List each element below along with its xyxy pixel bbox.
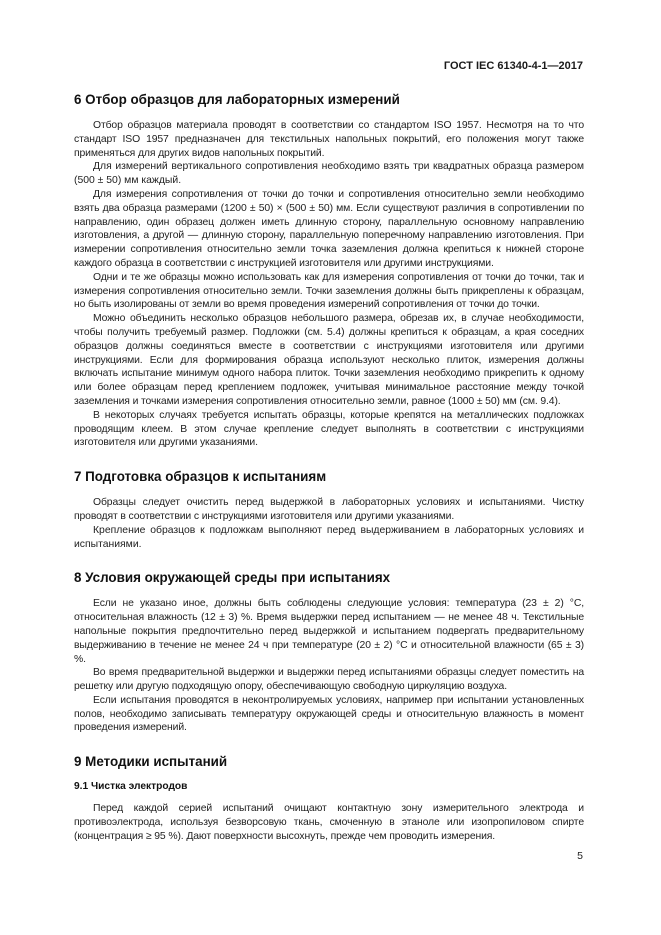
- subsection-9-1-paragraph-1: Перед каждой серией испытаний очищают контактную зону измерительного электрода и противоэлектрода, используя безворсовую ткань, смоченную в этаноле или изопропиловом спирте (концентрация ≥ 95 %). Дают поверхности высохнуть, прежде чем проводить измерения.: [74, 803, 584, 842]
- section-8-paragraph-3: Если испытания проводятся в неконтролируемых условиях, например при испытании установленных полов, необходимо записывать температуру окружающей среды и относительную влажность в момент проведения измерений.: [74, 694, 584, 734]
- running-header-doc-code: ГОСТ IEC 61340-4-1—2017: [443, 60, 583, 72]
- section-6-paragraph-4: Одни и те же образцы можно использовать как для измерения сопротивления от точки до точки, так и измерения сопротивления относительно земли. Точки заземления должны быть прикреплены к образцам, но быть изолированы от земли во время проведения измерений сопротивления от точки до точки.: [74, 271, 584, 311]
- section-6-paragraph-6: В некоторых случаях требуется испытать образцы, которые крепятся на металлических подложках проводящим клеем. В этом случае крепление следует выполнять в соответствии с инструкциями изготовителя или другими указаниями.: [74, 409, 584, 449]
- section-7-paragraph-1: Образцы следует очистить перед выдержкой в лабораторных условиях и испытаниями. Чистку проводят в соответствии с инструкциями изготовителя или другими указаниями.: [74, 497, 584, 522]
- section-8: [74, 570, 584, 735]
- section-9: [74, 754, 584, 843]
- page-number: 5: [577, 850, 583, 862]
- section-8-paragraph-2: Во время предварительной выдержки и выдержки перед испытаниями образцы следует поместить на решетку или другую подходящую опору, обеспечивающую свободную циркуляцию воздуха.: [74, 667, 584, 693]
- section-6-paragraph-5: Можно объединить несколько образцов небольшого размера, обрезав их, в случае необходимости, чтобы получить требуемый размер. Подложки (см. 5.4) должны крепиться к образцам, а края соседних образцов должны соединяться вместе в соответствии с инструкциями изготовителя или другими инструкциями. Если для формирования образца используют несколько плиток, измерения должны включать испытание минимум одного набора плиток. Точки заземления необходимо прикрепить к одному или более образцам перед креплением подложек, учитывая минимальное расстояние между точкой заземления и точками измерения сопротивления относительно земли, равное (1000 ± 50) мм (см. 9.4).: [74, 313, 584, 407]
- subsection-9-1-title: 9.1 Чистка электродов: [74, 781, 188, 793]
- section-7-title: 7 Подготовка образцов к испытаниям: [74, 469, 327, 485]
- section-6-paragraph-3: Для измерения сопротивления от точки до точки и сопротивления относительно земли необходимо взять два образца размерами (1200 ± 50) × (500 ± 50) мм. Если существуют различия в сопротивлении по направлению, один образец должен иметь длинную сторону, параллельную основному направлению изготовления, а другой — длинную сторону, параллельную поперечному направлению изготовления. При измерении сопротивления относительно земли точка заземления должна крепиться к нижней стороне каждого образца в соответствии с инструкцией изготовителя или другими инструкциями.: [74, 188, 584, 269]
- section-7-paragraph-2: Крепление образцов к подложкам выполняют перед выдерживанием в лабораторных условиях и испытаниями.: [74, 524, 584, 550]
- section-6: [74, 92, 584, 450]
- section-7: [74, 469, 584, 551]
- section-8-title: 8 Условия окружающей среды при испытаниях: [74, 570, 391, 586]
- page-content: [74, 92, 584, 863]
- section-8-paragraph-1: Если не указано иное, должны быть соблюдены следующие условия: температура (23 ± 2) °С, относительная влажность (12 ± 3) %. Время выдержки перед испытанием — не менее 48 ч. Текстильные напольные покрытия предпочтительно перед выдержкой и испытанием подвергать предварительному выдерживанию в течение не менее 24 ч при температуре (20 ± 2) °С и относительной влажности (65 ± 3) %.: [74, 598, 584, 665]
- section-6-title: 6 Отбор образцов для лабораторных измерений: [74, 92, 400, 107]
- section-6-paragraph-2: Для измерений вертикального сопротивления необходимо взять три квадратных образца размером (500 ± 50) мм каждый.: [74, 161, 584, 187]
- section-6-paragraph-1: Отбор образцов материала проводят в соответствии со стандартом ISO 1957. Несмотря на то что стандарт ISO 1957 предназначен для текстильных напольных покрытий, его положения могут также применяться для других видов напольных покрытий.: [74, 120, 584, 159]
- section-9-title: 9 Методики испытаний: [74, 754, 228, 770]
